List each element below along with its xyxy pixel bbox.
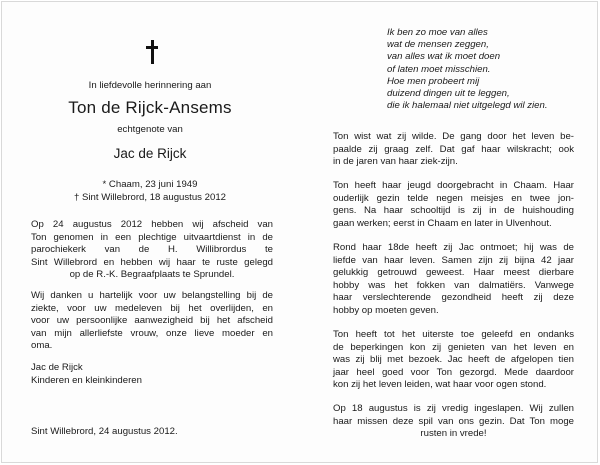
intro-text: In liefdevolle herinnering aan bbox=[88, 80, 212, 91]
text-line: Rond haar 18de heeft zij Jac ontmoet; hij was de bbox=[333, 242, 574, 253]
text-line: van mijn allerliefste vrouw, onze lieve moeder en bbox=[31, 327, 273, 339]
text-line: Op 24 augustus 2012 hebben wij afscheid van bbox=[31, 219, 273, 230]
text-line: op de R.-K. Begraafplaats te Sprundel. bbox=[69, 269, 235, 280]
text-line: liefde van haar leven. Samen zijn zij bijna 42 jaar bbox=[333, 254, 574, 266]
signature-name: Jac de Rijck bbox=[31, 362, 83, 373]
text-line: parochiekerk van de H. Willibrordus te bbox=[31, 244, 273, 255]
deceased-name: Ton de Rijck-Ansems bbox=[68, 98, 232, 117]
text-line: Ton genomen in een plechtige uitvaartdienst in de bbox=[31, 231, 273, 243]
spouse-intro: echtgenote van bbox=[117, 124, 183, 135]
birth-line: * Chaam, 23 juni 1949 bbox=[102, 179, 198, 190]
funeral-paragraph bbox=[31, 219, 273, 282]
text-line: Ton heeft haar jeugd doorgebracht in Chaam. Haar bbox=[333, 180, 574, 191]
poem-line: van alles wat ik moet doen bbox=[387, 51, 501, 63]
poem-line: Ik ben zo moe van alles bbox=[387, 27, 488, 38]
text-line: kon zij het leven leiden, wat haar voor ogen stond. bbox=[333, 379, 547, 390]
text-line: gelukkig getrouwd geweest. Haar meest dierbare bbox=[333, 267, 574, 278]
text-line: Op 18 augustus is zij vredig ingeslapen. Wij zullen bbox=[333, 403, 574, 414]
bio-paragraph-4 bbox=[333, 329, 574, 392]
text-line: rusten in vrede! bbox=[420, 428, 487, 439]
bio-paragraph-5 bbox=[333, 403, 574, 441]
text-line: hobby was het fokken van dalmatiërs. Vanwege bbox=[333, 279, 574, 291]
bio-paragraph-3 bbox=[333, 242, 574, 317]
death-line: † Sint Willebrord, 18 augustus 2012 bbox=[74, 192, 226, 203]
text-line: gaan werken; eerst in Chaam en later in Ulvenhout. bbox=[333, 217, 552, 229]
text-line: voor uw persoonlijke aanwezigheid bij het afscheid bbox=[31, 315, 273, 326]
poem-line: wat de mensen zeggen, bbox=[387, 39, 489, 51]
text-line: jaar heel goed voor Ton gezorgd. Mede daardoor bbox=[333, 366, 574, 378]
text-line: Ton wist wat zij wilde. De gang door het leven be- bbox=[333, 131, 574, 142]
poem bbox=[387, 27, 548, 112]
text-line: oma. bbox=[31, 340, 53, 351]
text-line: Wij danken u hartelijk voor uw belangstelling bij de bbox=[31, 290, 273, 301]
text-line: in de jaren van haar ziek-zijn. bbox=[333, 156, 458, 167]
bio-paragraph-1 bbox=[333, 131, 574, 169]
text-line: was zij blij met bezoek. Jac heeft de afgelopen tien bbox=[333, 354, 574, 365]
poem-line: of laten moet misschien. bbox=[387, 63, 491, 75]
thanks-paragraph bbox=[31, 290, 273, 353]
text-line: Ton heeft tot het uiterste toe geleefd en ondanks bbox=[333, 329, 574, 340]
text-line: ziekte, voor uw medeleven bij het overlijden, en bbox=[31, 302, 273, 314]
poem-line: die ik halemaal niet uitgelegd wil zien. bbox=[387, 100, 548, 112]
text-line: hobby op moeten geven. bbox=[333, 304, 439, 316]
text-line: Sint Willebrord en hebben wij haar te ruste gelegd bbox=[31, 256, 273, 268]
text-line: ouderlijk gezin telde negen meisjes en twee jon- bbox=[333, 192, 574, 204]
text-line: gens. Na haar schooltijd is zij in de huishouding bbox=[333, 205, 574, 216]
text-line: haar missen deze spil van ons gezin. Dat Ton moge bbox=[333, 415, 574, 427]
cross-icon bbox=[146, 40, 158, 64]
text-line: paalde zij graag zelf. Dat gaf haar wilskracht; ook bbox=[333, 143, 574, 155]
bio-paragraph-2 bbox=[333, 180, 574, 230]
text-line: de beperkingen kon zij genieten van het leven en bbox=[333, 341, 574, 353]
spouse-name: Jac de Rijck bbox=[113, 146, 187, 161]
place-date: Sint Willebrord, 24 augustus 2012. bbox=[31, 426, 178, 437]
text-line: haar verslechterende gezondheid heeft zij deze bbox=[333, 292, 574, 303]
poem-line: duizend dingen uit te leggen, bbox=[387, 88, 510, 100]
signature-family: Kinderen en kleinkinderen bbox=[31, 375, 142, 386]
poem-line: Hoe men probeert mij bbox=[387, 75, 480, 87]
